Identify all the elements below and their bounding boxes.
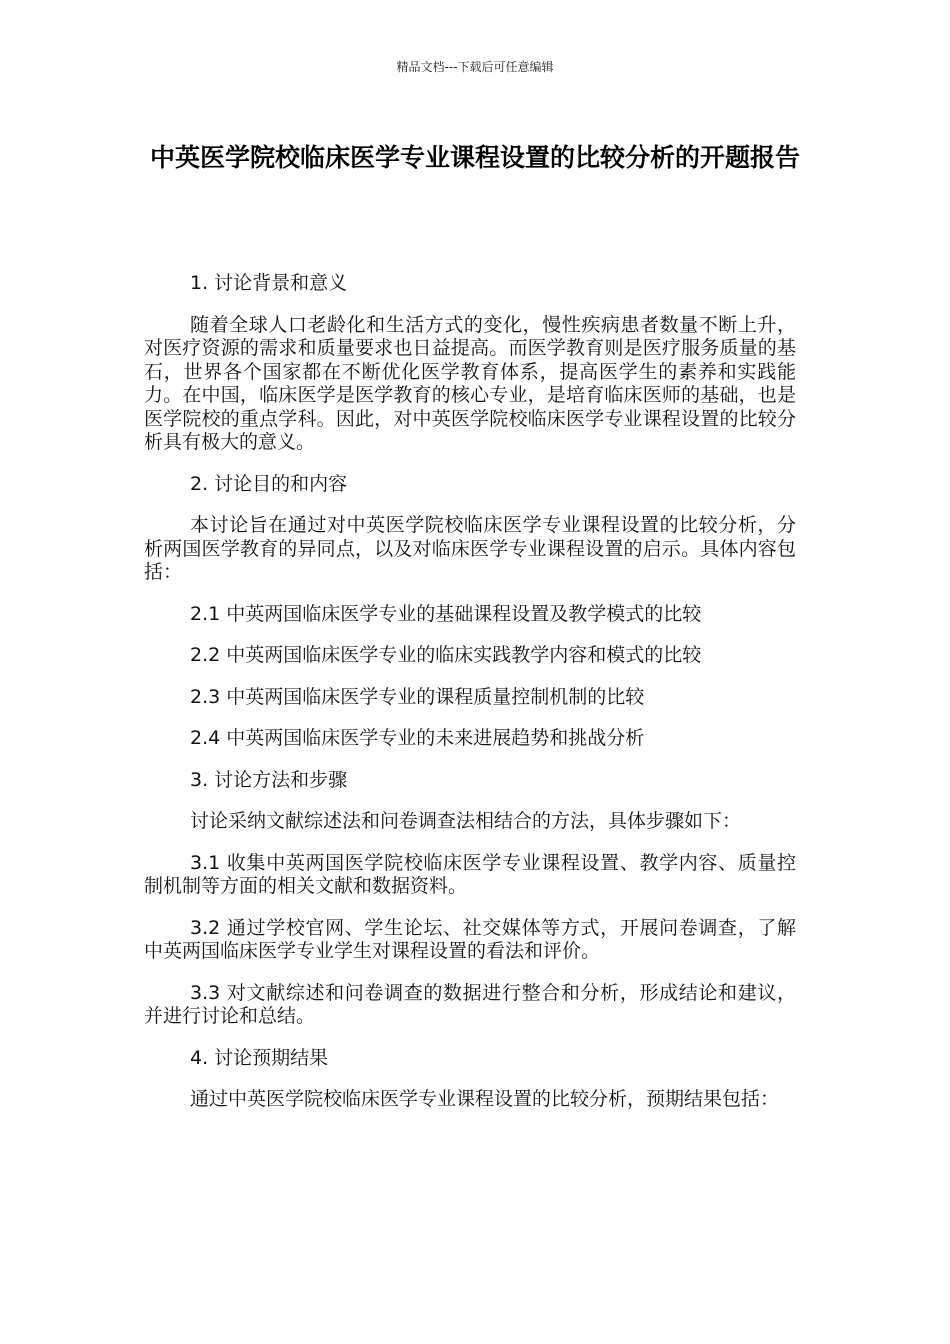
list-item-2-2: 2.2 中英两国临床医学专业的临床实践教学内容和模式的比较 [190, 644, 702, 666]
document-title: 中英医学院校临床医学专业课程设置的比较分析的开题报告 [149, 143, 800, 172]
list-item-3-1: 3.1 收集中英两国医学院校临床医学专业课程设置、教学内容、质量控制机制等方面的相关文献和数据资料。 [144, 851, 796, 897]
section-heading-methods: 3. 讨论方法和步骤 [190, 768, 348, 791]
list-item-2-3: 2.3 中英两国临床医学专业的课程质量控制机制的比较 [190, 685, 645, 708]
section-heading-purpose: 2. 讨论目的和内容 [190, 472, 348, 495]
list-item-2-1: 2.1 中英两国临床医学专业的基础课程设置及教学模式的比较 [190, 602, 702, 625]
paragraph-methods: 讨论采纳文献综述法和问卷调查法相结合的方法，具体步骤如下： [190, 810, 742, 832]
list-item-3-3: 3.3 对文献综述和问卷调查的数据进行整合和分析，形成结论和建议，并进行讨论和总结。 [144, 981, 796, 1027]
section-heading-background: 1. 讨论背景和意义 [190, 272, 348, 294]
list-item-2-4: 2.4 中英两国临床医学专业的未来进展趋势和挑战分析 [190, 727, 645, 749]
paragraph-results: 通过中英医学院校临床医学专业课程设置的比较分析，预期结果包括： [190, 1088, 780, 1110]
list-item-3-2: 3.2 通过学校官网、学生论坛、社交媒体等方式，开展问卷调查，了解中英两国临床医学专业学生对课程设置的看法和评价。 [144, 916, 796, 962]
paragraph-background: 随着全球人口老龄化和生活方式的变化，慢性疾病患者数量不断上升，对医疗资源的需求和质量要求也日益提高。而医学教育则是医疗服务质量的基石，世界各个国家都在不断优化医学教育体系，提高医学生的素养和实践能力。在中国，临床医学是医学教育的核心专业，是培育临床医师的基础，也是医学院校的重点学科。因此，对中英医学院校临床医学专业课程设置的比较分析具有极大的意义。 [144, 313, 796, 453]
section-heading-results: 4. 讨论预期结果 [190, 1046, 329, 1069]
paragraph-purpose: 本讨论旨在通过对中英医学院校临床医学专业课程设置的比较分析，分析两国医学教育的异同点，以及对临床医学专业课程设置的启示。具体内容包括： [144, 514, 796, 583]
document-body [144, 272, 796, 1130]
page-header: 精品文档---下载后可任意编辑 [396, 60, 554, 74]
